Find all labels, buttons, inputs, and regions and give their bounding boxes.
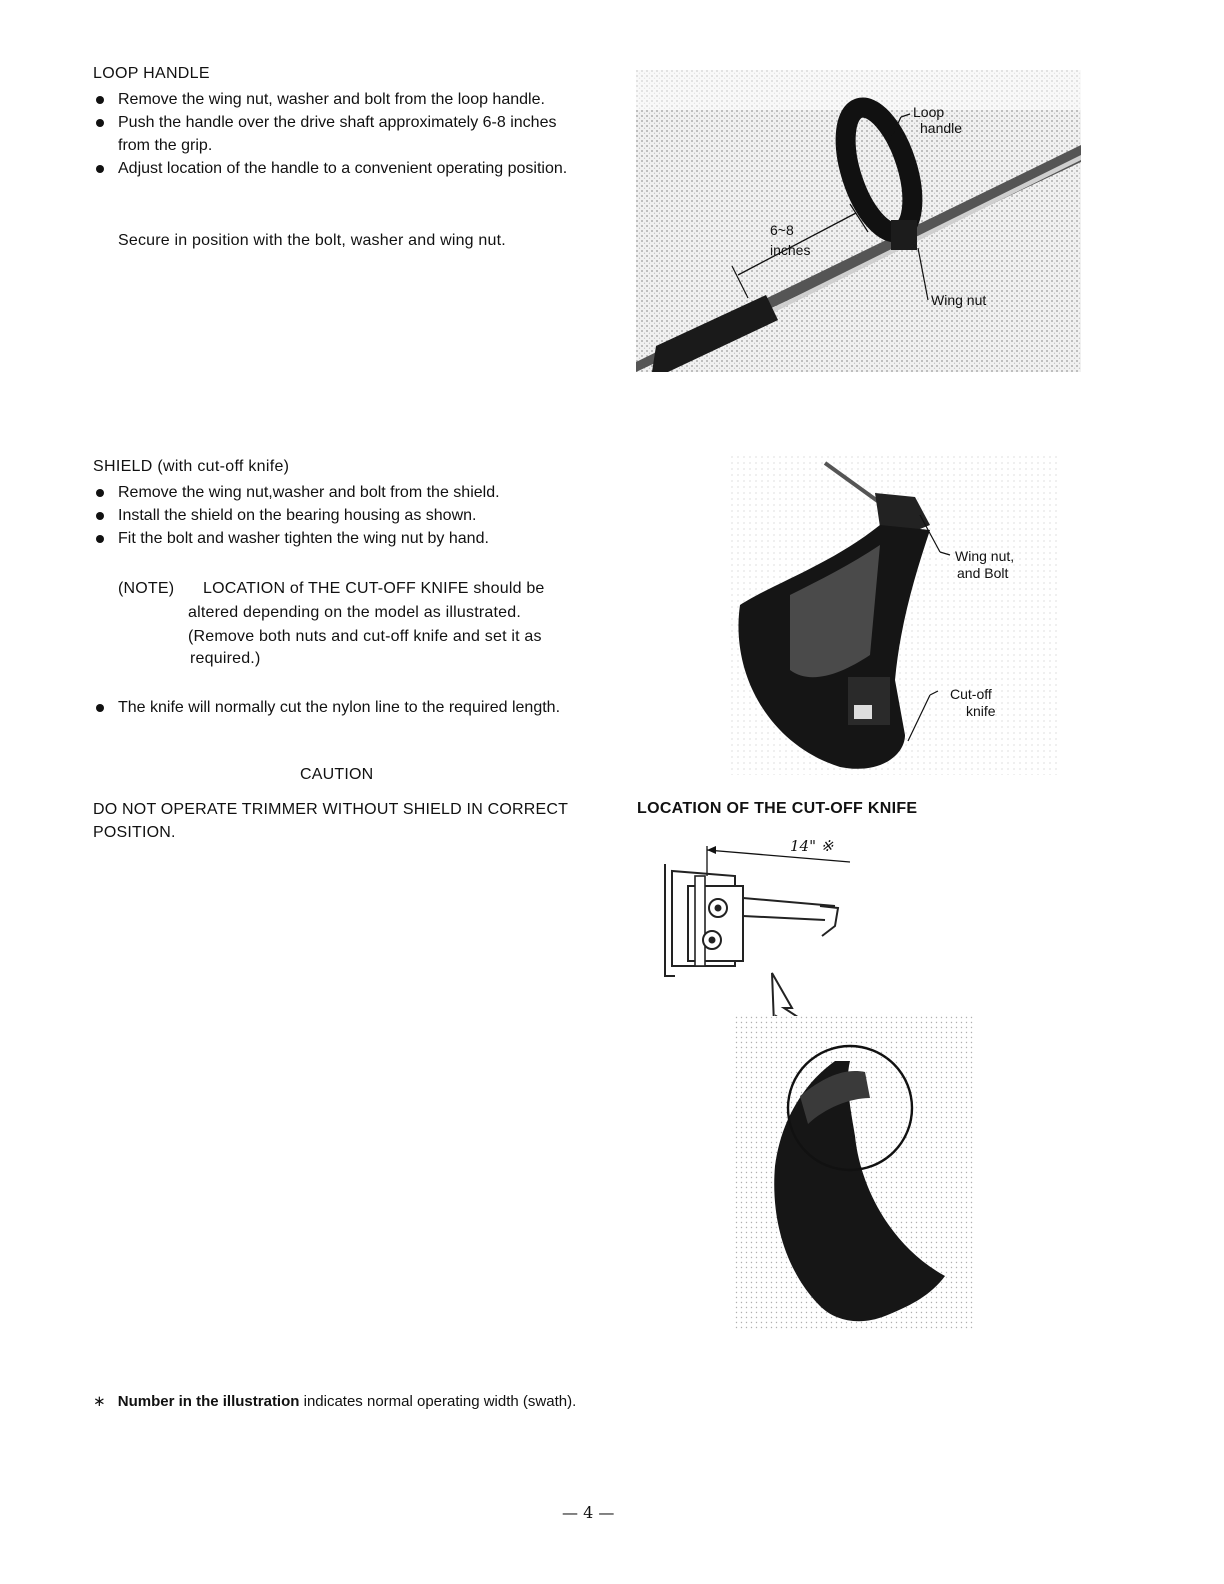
wing-nut-bolt-label: Wing nut, <box>955 548 1015 564</box>
cut-off-knife-label: Cut-off <box>950 686 992 702</box>
swath-footnote <box>93 1392 576 1412</box>
inches-unit-label: inches <box>770 242 811 258</box>
page-number: — 4 — <box>562 1503 615 1522</box>
note-label: (NOTE) <box>118 580 175 597</box>
note-line: (Remove both nuts and cut-off knife and set it as <box>188 628 542 645</box>
loop-label: Loop <box>913 104 945 120</box>
list-item: Install the shield on the bearing housing as shown. <box>93 504 593 527</box>
list-item: Push the handle over the drive shaft approximately 6-8 inches from the grip. <box>93 111 583 157</box>
shield-steps <box>93 481 593 550</box>
location-figure <box>660 836 990 1336</box>
shield-heading: SHIELD (with cut-off knife) <box>93 458 290 475</box>
inches-range-label: 6~8 <box>770 222 794 238</box>
shield-figure <box>730 455 1060 775</box>
caution-title: CAUTION <box>300 766 374 783</box>
loop-handle-illustration <box>636 70 1081 372</box>
footnote-symbol: ∗ <box>93 1393 106 1410</box>
loop-handle-figure <box>636 70 1081 372</box>
list-item: The knife will normally cut the nylon line to the required length. <box>93 696 593 719</box>
list-item: Remove the wing nut,washer and bolt from the shield. <box>93 481 593 504</box>
loop-handle-secure-text: Secure in position with the bolt, washer and wing nut. <box>118 232 506 249</box>
footnote-text: indicates normal operating width (swath). <box>303 1393 577 1410</box>
footnote-bold-text: Number in the illustration <box>117 1393 300 1410</box>
note-line: LOCATION of THE CUT-OFF KNIFE should be <box>203 580 545 597</box>
note-line: required.) <box>190 650 261 667</box>
note-line: altered depending on the model as illustrated. <box>188 604 521 621</box>
handle-label: handle <box>920 120 963 136</box>
wing-nut-label: Wing nut <box>931 292 987 308</box>
knife-note <box>93 696 593 719</box>
cut-off-knife-diagram <box>660 836 990 1336</box>
swath-dimension-label: 14" ※ <box>790 837 834 855</box>
cut-off-knife-label: knife <box>966 703 996 719</box>
loop-handle-steps <box>93 88 583 180</box>
caution-text: DO NOT OPERATE TRIMMER WITHOUT SHIELD IN CORRECT POSITION. <box>93 801 568 841</box>
shield-illustration <box>730 455 1060 775</box>
list-item: Adjust location of the handle to a convenient operating position. <box>93 157 583 180</box>
wing-nut-bolt-label: and Bolt <box>957 565 1009 581</box>
loop-handle-heading: LOOP HANDLE <box>93 65 210 82</box>
list-item: Fit the bolt and washer tighten the wing nut by hand. <box>93 527 593 550</box>
location-heading: LOCATION OF THE CUT-OFF KNIFE <box>637 800 918 817</box>
list-item: Remove the wing nut, washer and bolt from the loop handle. <box>93 88 583 111</box>
